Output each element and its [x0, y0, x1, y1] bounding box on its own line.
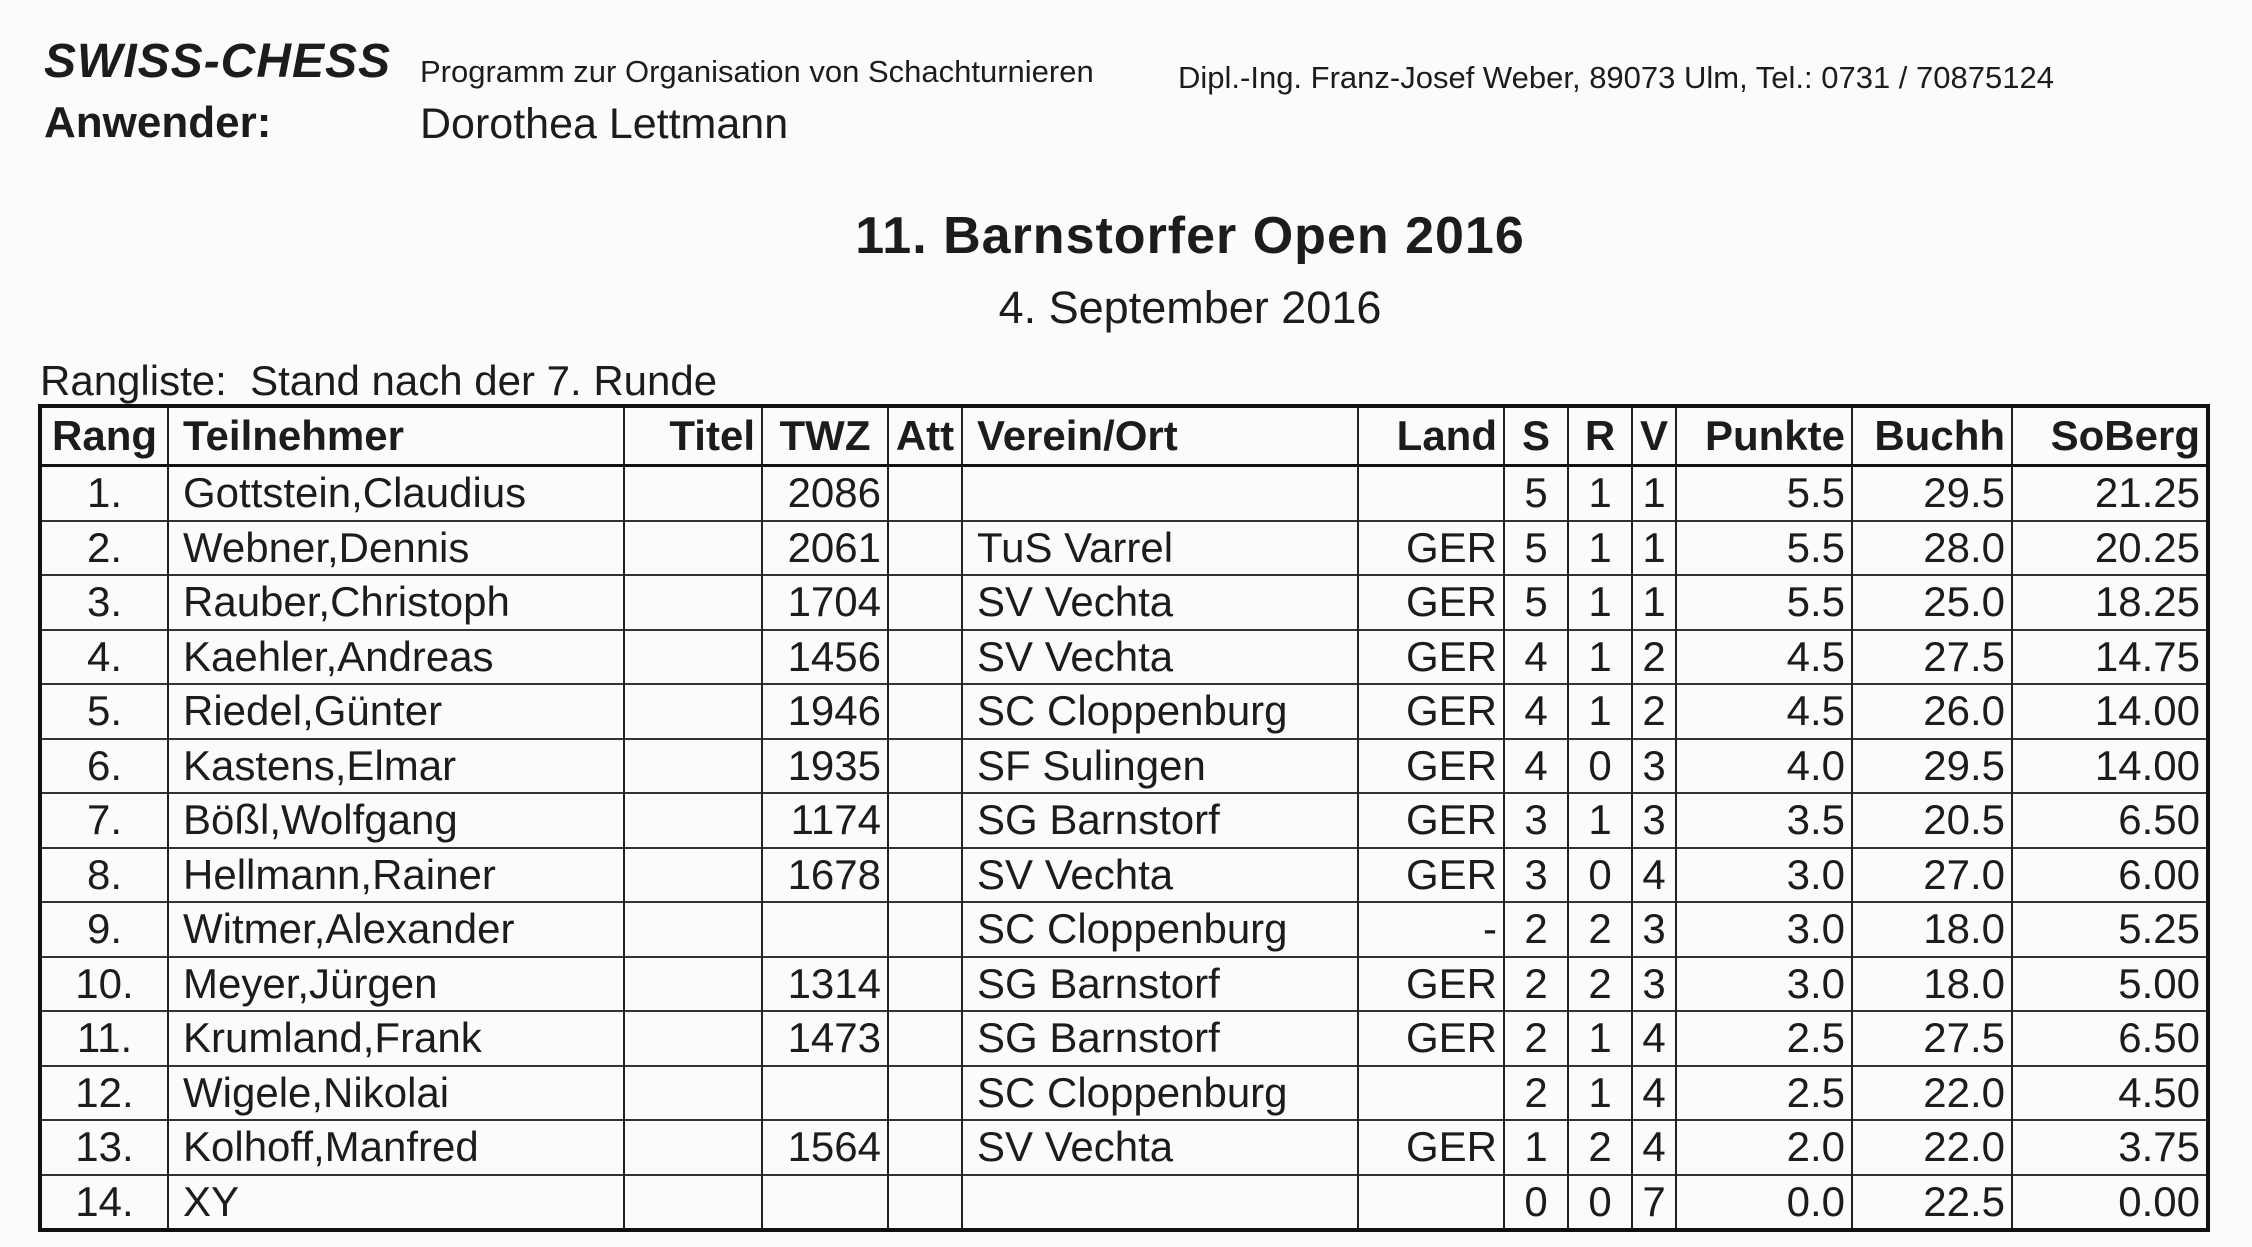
buchholz-cell: 18.0 [1852, 957, 2012, 1012]
losses-cell: 4 [1632, 848, 1676, 903]
att-cell [888, 957, 962, 1012]
col-header-v: V [1632, 406, 1676, 466]
table-row [40, 739, 2208, 794]
wins-cell: 2 [1504, 957, 1568, 1012]
att-cell [888, 1175, 962, 1231]
club-cell: SF Sulingen [962, 739, 1358, 794]
att-cell [888, 684, 962, 739]
table-row [40, 1066, 2208, 1121]
draws-cell: 0 [1568, 848, 1632, 903]
buchholz-cell: 29.5 [1852, 739, 2012, 794]
sonneborn-berger-cell: 5.25 [2012, 902, 2208, 957]
col-header-buchh: Buchh [1852, 406, 2012, 466]
club-cell: SG Barnstorf [962, 793, 1358, 848]
wins-cell: 5 [1504, 575, 1568, 630]
rank-cell: 2. [40, 521, 168, 576]
title-cell [624, 848, 762, 903]
losses-cell: 4 [1632, 1120, 1676, 1175]
title-cell [624, 1011, 762, 1066]
losses-cell: 3 [1632, 957, 1676, 1012]
table-row [40, 848, 2208, 903]
table-header-row [40, 406, 2208, 466]
club-cell: SC Cloppenburg [962, 902, 1358, 957]
rating-cell: 1473 [762, 1011, 888, 1066]
draws-cell: 2 [1568, 902, 1632, 957]
wins-cell: 4 [1504, 684, 1568, 739]
points-cell: 2.5 [1676, 1011, 1852, 1066]
losses-cell: 1 [1632, 521, 1676, 576]
wins-cell: 5 [1504, 521, 1568, 576]
losses-cell: 3 [1632, 902, 1676, 957]
buchholz-cell: 22.5 [1852, 1175, 2012, 1231]
losses-cell: 1 [1632, 466, 1676, 521]
club-cell: SV Vechta [962, 630, 1358, 685]
wins-cell: 4 [1504, 630, 1568, 685]
buchholz-cell: 18.0 [1852, 902, 2012, 957]
title-cell [624, 1120, 762, 1175]
country-cell: GER [1358, 575, 1504, 630]
points-cell: 0.0 [1676, 1175, 1852, 1231]
sonneborn-berger-cell: 6.50 [2012, 1011, 2208, 1066]
country-cell: GER [1358, 739, 1504, 794]
points-cell: 2.5 [1676, 1066, 1852, 1121]
buchholz-cell: 26.0 [1852, 684, 2012, 739]
country-cell [1358, 466, 1504, 521]
title-cell [624, 793, 762, 848]
player-name-cell: Meyer,Jürgen [168, 957, 624, 1012]
col-header-twz: TWZ [762, 406, 888, 466]
title-cell [624, 521, 762, 576]
club-cell: SV Vechta [962, 1120, 1358, 1175]
points-cell: 5.5 [1676, 575, 1852, 630]
losses-cell: 2 [1632, 684, 1676, 739]
rank-cell: 12. [40, 1066, 168, 1121]
col-header-titel: Titel [624, 406, 762, 466]
title-cell [624, 957, 762, 1012]
title-cell [624, 1175, 762, 1231]
rating-cell: 2086 [762, 466, 888, 521]
att-cell [888, 1066, 962, 1121]
standings-table [38, 404, 2210, 1232]
buchholz-cell: 27.0 [1852, 848, 2012, 903]
player-name-cell: Riedel,Günter [168, 684, 624, 739]
sonneborn-berger-cell: 21.25 [2012, 466, 2208, 521]
points-cell: 4.5 [1676, 684, 1852, 739]
table-row [40, 1011, 2208, 1066]
buchholz-cell: 28.0 [1852, 521, 2012, 576]
club-cell: SC Cloppenburg [962, 684, 1358, 739]
rank-cell: 13. [40, 1120, 168, 1175]
draws-cell: 1 [1568, 630, 1632, 685]
att-cell [888, 902, 962, 957]
title-cell [624, 1066, 762, 1121]
country-cell: GER [1358, 521, 1504, 576]
draws-cell: 1 [1568, 466, 1632, 521]
title-cell [624, 630, 762, 685]
country-cell: - [1358, 902, 1504, 957]
att-cell [888, 1120, 962, 1175]
losses-cell: 2 [1632, 630, 1676, 685]
buchholz-cell: 22.0 [1852, 1066, 2012, 1121]
buchholz-cell: 20.5 [1852, 793, 2012, 848]
rank-cell: 6. [40, 739, 168, 794]
app-name: SWISS-CHESS [44, 35, 392, 88]
table-row [40, 521, 2208, 576]
wins-cell: 1 [1504, 1120, 1568, 1175]
losses-cell: 1 [1632, 575, 1676, 630]
wins-cell: 3 [1504, 848, 1568, 903]
col-header-soberg: SoBerg [2012, 406, 2208, 466]
author-info: Dipl.-Ing. Franz-Josef Weber, 89073 Ulm, Tel.: 0731 / 70875124 [1178, 60, 2054, 95]
draws-cell: 1 [1568, 1066, 1632, 1121]
rank-cell: 10. [40, 957, 168, 1012]
player-name-cell: Wigele,Nikolai [168, 1066, 624, 1121]
rank-cell: 1. [40, 466, 168, 521]
sonneborn-berger-cell: 0.00 [2012, 1175, 2208, 1231]
losses-cell: 3 [1632, 739, 1676, 794]
rating-cell: 1935 [762, 739, 888, 794]
buchholz-cell: 27.5 [1852, 1011, 2012, 1066]
country-cell: GER [1358, 630, 1504, 685]
draws-cell: 2 [1568, 1120, 1632, 1175]
rating-cell: 1456 [762, 630, 888, 685]
club-cell [962, 466, 1358, 521]
player-name-cell: Rauber,Christoph [168, 575, 624, 630]
points-cell: 3.5 [1676, 793, 1852, 848]
col-header-verein: Verein/Ort [962, 406, 1358, 466]
country-cell: GER [1358, 848, 1504, 903]
points-cell: 5.5 [1676, 466, 1852, 521]
buchholz-cell: 22.0 [1852, 1120, 2012, 1175]
rank-cell: 11. [40, 1011, 168, 1066]
player-name-cell: Gottstein,Claudius [168, 466, 624, 521]
rank-cell: 14. [40, 1175, 168, 1231]
club-cell: SG Barnstorf [962, 957, 1358, 1012]
buchholz-cell: 25.0 [1852, 575, 2012, 630]
wins-cell: 3 [1504, 793, 1568, 848]
club-cell: SV Vechta [962, 575, 1358, 630]
player-name-cell: Witmer,Alexander [168, 902, 624, 957]
club-cell: SV Vechta [962, 848, 1358, 903]
att-cell [888, 848, 962, 903]
wins-cell: 0 [1504, 1175, 1568, 1231]
sonneborn-berger-cell: 14.00 [2012, 684, 2208, 739]
tournament-title: 11. Barnstorfer Open 2016 [855, 207, 1525, 265]
att-cell [888, 630, 962, 685]
rank-cell: 4. [40, 630, 168, 685]
table-row [40, 957, 2208, 1012]
losses-cell: 3 [1632, 793, 1676, 848]
sonneborn-berger-cell: 20.25 [2012, 521, 2208, 576]
rating-cell [762, 1066, 888, 1121]
player-name-cell: Kastens,Elmar [168, 739, 624, 794]
country-cell [1358, 1175, 1504, 1231]
player-name-cell: Webner,Dennis [168, 521, 624, 576]
table-row [40, 630, 2208, 685]
draws-cell: 1 [1568, 793, 1632, 848]
rank-cell: 7. [40, 793, 168, 848]
sonneborn-berger-cell: 18.25 [2012, 575, 2208, 630]
title-cell [624, 739, 762, 794]
player-name-cell: Kaehler,Andreas [168, 630, 624, 685]
draws-cell: 1 [1568, 575, 1632, 630]
sonneborn-berger-cell: 5.00 [2012, 957, 2208, 1012]
col-header-teilnehmer: Teilnehmer [168, 406, 624, 466]
country-cell: GER [1358, 684, 1504, 739]
club-cell: TuS Varrel [962, 521, 1358, 576]
rating-cell: 2061 [762, 521, 888, 576]
player-name-cell: Krumland,Frank [168, 1011, 624, 1066]
wins-cell: 4 [1504, 739, 1568, 794]
points-cell: 2.0 [1676, 1120, 1852, 1175]
rating-cell [762, 902, 888, 957]
rating-cell: 1314 [762, 957, 888, 1012]
app-description: Programm zur Organisation von Schachturnieren [420, 54, 1094, 89]
rank-cell: 9. [40, 902, 168, 957]
draws-cell: 1 [1568, 684, 1632, 739]
user-name: Dorothea Lettmann [420, 100, 789, 148]
col-header-s: S [1504, 406, 1568, 466]
sonneborn-berger-cell: 4.50 [2012, 1066, 2208, 1121]
table-row [40, 902, 2208, 957]
player-name-cell: Hellmann,Rainer [168, 848, 624, 903]
col-header-r: R [1568, 406, 1632, 466]
losses-cell: 7 [1632, 1175, 1676, 1231]
col-header-land: Land [1358, 406, 1504, 466]
points-cell: 3.0 [1676, 848, 1852, 903]
draws-cell: 0 [1568, 739, 1632, 794]
losses-cell: 4 [1632, 1011, 1676, 1066]
sonneborn-berger-cell: 3.75 [2012, 1120, 2208, 1175]
wins-cell: 2 [1504, 1066, 1568, 1121]
sonneborn-berger-cell: 14.00 [2012, 739, 2208, 794]
country-cell: GER [1358, 793, 1504, 848]
points-cell: 4.5 [1676, 630, 1852, 685]
tournament-date: 4. September 2016 [998, 282, 1382, 333]
title-cell [624, 575, 762, 630]
player-name-cell: Kolhoff,Manfred [168, 1120, 624, 1175]
points-cell: 4.0 [1676, 739, 1852, 794]
col-header-rang: Rang [40, 406, 168, 466]
player-name-cell: Bößl,Wolfgang [168, 793, 624, 848]
country-cell: GER [1358, 1011, 1504, 1066]
standings-label: Rangliste: Stand nach der 7. Runde [40, 357, 718, 404]
att-cell [888, 739, 962, 794]
wins-cell: 2 [1504, 1011, 1568, 1066]
title-cell [624, 684, 762, 739]
table-row [40, 1120, 2208, 1175]
country-cell: GER [1358, 957, 1504, 1012]
sonneborn-berger-cell: 6.50 [2012, 793, 2208, 848]
rating-cell: 1946 [762, 684, 888, 739]
rating-cell [762, 1175, 888, 1231]
losses-cell: 4 [1632, 1066, 1676, 1121]
col-header-att: Att [888, 406, 962, 466]
draws-cell: 0 [1568, 1175, 1632, 1231]
player-name-cell: XY [168, 1175, 624, 1231]
rating-cell: 1678 [762, 848, 888, 903]
title-cell [624, 466, 762, 521]
att-cell [888, 521, 962, 576]
title-cell [624, 902, 762, 957]
club-cell: SG Barnstorf [962, 1011, 1358, 1066]
draws-cell: 2 [1568, 957, 1632, 1012]
wins-cell: 2 [1504, 902, 1568, 957]
club-cell: SC Cloppenburg [962, 1066, 1358, 1121]
points-cell: 3.0 [1676, 902, 1852, 957]
rating-cell: 1704 [762, 575, 888, 630]
wins-cell: 5 [1504, 466, 1568, 521]
points-cell: 5.5 [1676, 521, 1852, 576]
sonneborn-berger-cell: 14.75 [2012, 630, 2208, 685]
user-label: Anwender: [44, 98, 272, 147]
col-header-punkte: Punkte [1676, 406, 1852, 466]
rank-cell: 8. [40, 848, 168, 903]
table-row [40, 793, 2208, 848]
rank-cell: 5. [40, 684, 168, 739]
points-cell: 3.0 [1676, 957, 1852, 1012]
att-cell [888, 466, 962, 521]
att-cell [888, 793, 962, 848]
table-row [40, 575, 2208, 630]
draws-cell: 1 [1568, 521, 1632, 576]
att-cell [888, 1011, 962, 1066]
sonneborn-berger-cell: 6.00 [2012, 848, 2208, 903]
rank-cell: 3. [40, 575, 168, 630]
rating-cell: 1564 [762, 1120, 888, 1175]
buchholz-cell: 29.5 [1852, 466, 2012, 521]
table-row [40, 466, 2208, 521]
country-cell: GER [1358, 1120, 1504, 1175]
att-cell [888, 575, 962, 630]
rating-cell: 1174 [762, 793, 888, 848]
draws-cell: 1 [1568, 1011, 1632, 1066]
buchholz-cell: 27.5 [1852, 630, 2012, 685]
country-cell [1358, 1066, 1504, 1121]
table-row [40, 684, 2208, 739]
club-cell [962, 1175, 1358, 1231]
table-row [40, 1175, 2208, 1231]
